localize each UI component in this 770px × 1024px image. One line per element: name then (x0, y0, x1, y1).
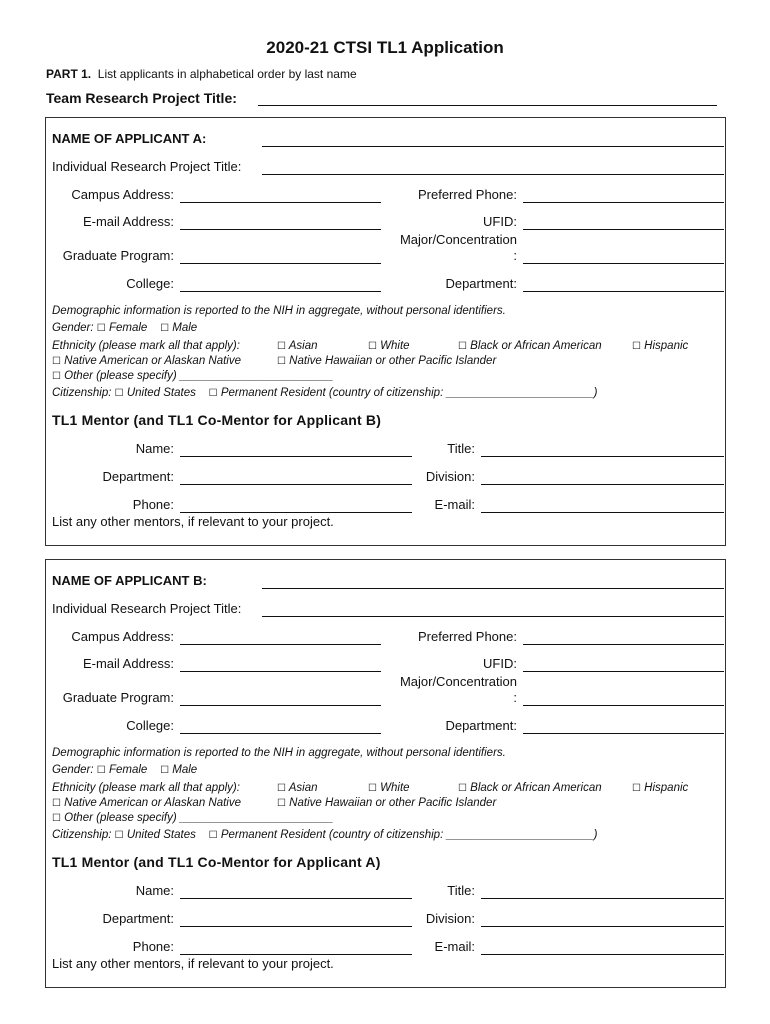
mentor-division-input[interactable] (481, 926, 724, 927)
mentor-title-input[interactable] (481, 898, 724, 899)
pacific-label: Native Hawaiian or other Pacific Islander (289, 797, 497, 809)
major-label-colon: : (513, 248, 517, 263)
us-checkbox[interactable]: ☐ (114, 388, 124, 399)
major-input[interactable] (523, 263, 724, 264)
major-input[interactable] (523, 705, 724, 706)
applicant-name-label: NAME OF APPLICANT A: (52, 131, 207, 146)
applicant-name-input[interactable] (262, 588, 724, 589)
male-checkbox[interactable]: ☐ (160, 765, 170, 776)
mentor-department-label: Department: (102, 911, 174, 926)
major-label-colon: : (513, 690, 517, 705)
project-title-label: Individual Research Project Title: (52, 601, 242, 616)
gender-label: Gender: (52, 322, 94, 334)
mentor-email-input[interactable] (481, 954, 724, 955)
part-text: List applicants in alphabetical order by last name (97, 67, 357, 81)
gender-row (52, 764, 197, 776)
mentor-title-label: Title: (447, 883, 475, 898)
mentor-heading: TL1 Mentor (and TL1 Co-Mentor for Applicant A) (52, 854, 381, 870)
hispanic-label: Hispanic (644, 782, 689, 794)
mentor-email-label: E-mail: (434, 497, 475, 512)
mentor-department-label: Department: (102, 469, 174, 484)
email-address-input[interactable] (180, 671, 381, 672)
white-option (368, 782, 410, 794)
other-option (52, 370, 333, 382)
applicant-name-label: NAME OF APPLICANT B: (52, 573, 207, 588)
applicant-a-section (45, 117, 726, 546)
graduate-program-input[interactable] (180, 705, 381, 706)
perm-checkbox[interactable]: ☐ (208, 388, 218, 399)
mentor-division-label: Division: (425, 911, 475, 926)
asian-label: Asian (288, 782, 318, 794)
major-label: Major/Concentration (399, 232, 517, 247)
black-checkbox[interactable]: ☐ (458, 783, 467, 794)
native-american-label: Native American or Alaskan Native (64, 355, 242, 367)
mentor-heading: TL1 Mentor (and TL1 Co-Mentor for Applicant B) (52, 412, 382, 428)
hispanic-option (632, 340, 688, 352)
other-label: Other (please specify) ________________________ (64, 370, 334, 382)
ufid-label: UFID: (483, 214, 517, 229)
form-title: 2020-21 CTSI TL1 Application (266, 38, 504, 57)
department-label: Department: (445, 718, 517, 733)
hispanic-checkbox[interactable]: ☐ (632, 341, 641, 352)
college-label: College: (126, 276, 174, 291)
native-american-label: Native American or Alaskan Native (64, 797, 242, 809)
email-address-label: E-mail Address: (82, 656, 174, 671)
campus-address-input[interactable] (180, 644, 381, 645)
native-american-checkbox[interactable]: ☐ (52, 798, 61, 809)
other-label: Other (please specify) ________________________ (64, 812, 334, 824)
other-mentors-label: List any other mentors, if relevant to your project. (52, 514, 334, 529)
asian-checkbox[interactable]: ☐ (277, 341, 286, 352)
black-label: Black or African American (470, 782, 602, 794)
mentor-phone-input[interactable] (180, 512, 412, 513)
white-checkbox[interactable]: ☐ (368, 341, 377, 352)
female-label: Female (108, 322, 148, 334)
male-label: Male (172, 764, 198, 776)
white-label: White (380, 782, 410, 794)
us-label: United States (126, 387, 196, 399)
white-checkbox[interactable]: ☐ (368, 783, 377, 794)
mentor-department-input[interactable] (180, 484, 412, 485)
preferred-phone-label: Preferred Phone: (417, 187, 517, 202)
applicant-name-input[interactable] (262, 146, 724, 147)
gender-row (52, 322, 197, 334)
mentor-title-input[interactable] (481, 456, 724, 457)
citizenship-label: Citizenship: (52, 387, 112, 399)
ethnicity-label: Ethnicity (please mark all that apply): (52, 782, 240, 794)
project-title-input[interactable] (262, 174, 724, 175)
other-checkbox[interactable]: ☐ (52, 813, 61, 824)
ufid-input[interactable] (523, 671, 724, 672)
mentor-division-label: Division: (425, 469, 475, 484)
citizenship-row (52, 829, 597, 841)
pacific-label: Native Hawaiian or other Pacific Islander (289, 355, 497, 367)
college-input[interactable] (180, 291, 381, 292)
pacific-option (277, 355, 496, 367)
male-label: Male (172, 322, 198, 334)
project-title-label: Individual Research Project Title: (52, 159, 242, 174)
perm-checkbox[interactable]: ☐ (208, 830, 218, 841)
asian-checkbox[interactable]: ☐ (277, 783, 286, 794)
gender-label: Gender: (52, 764, 94, 776)
mentor-phone-label: Phone: (132, 939, 174, 954)
preferred-phone-label: Preferred Phone: (417, 629, 517, 644)
hispanic-option (632, 782, 688, 794)
ethnicity-label: Ethnicity (please mark all that apply): (52, 340, 240, 352)
female-checkbox[interactable]: ☐ (96, 765, 106, 776)
asian-option (277, 782, 318, 794)
us-checkbox[interactable]: ☐ (114, 830, 124, 841)
mentor-title-label: Title: (447, 441, 475, 456)
mentor-name-label: Name: (135, 883, 174, 898)
graduate-program-input[interactable] (180, 263, 381, 264)
native-american-option (52, 797, 241, 809)
email-address-input[interactable] (180, 229, 381, 230)
graduate-program-label: Graduate Program: (62, 690, 174, 705)
mentor-email-label: E-mail: (434, 939, 475, 954)
female-label: Female (108, 764, 148, 776)
other-mentors-label: List any other mentors, if relevant to your project. (52, 956, 334, 971)
pacific-checkbox[interactable]: ☐ (277, 798, 286, 809)
other-option (52, 812, 333, 824)
mentor-email-input[interactable] (481, 512, 724, 513)
department-label: Department: (445, 276, 517, 291)
mentor-name-input[interactable] (180, 456, 412, 457)
asian-label: Asian (288, 340, 318, 352)
campus-address-label: Campus Address: (71, 629, 174, 644)
citizenship-label: Citizenship: (52, 829, 112, 841)
mentor-phone-input[interactable] (180, 954, 412, 955)
department-input[interactable] (523, 291, 724, 292)
college-input[interactable] (180, 733, 381, 734)
project-title-input[interactable] (262, 616, 724, 617)
white-option (368, 340, 410, 352)
mentor-department-input[interactable] (180, 926, 412, 927)
mentor-phone-label: Phone: (132, 497, 174, 512)
part-label: PART 1. (46, 67, 92, 81)
ufid-label: UFID: (483, 656, 517, 671)
team-title-label: Team Research Project Title: (46, 90, 237, 106)
hispanic-checkbox[interactable]: ☐ (632, 783, 641, 794)
citizenship-row (52, 387, 597, 399)
email-address-label: E-mail Address: (82, 214, 174, 229)
female-checkbox[interactable]: ☐ (96, 323, 106, 334)
graduate-program-label: Graduate Program: (62, 248, 174, 263)
asian-option (277, 340, 318, 352)
college-label: College: (126, 718, 174, 733)
male-checkbox[interactable]: ☐ (160, 323, 170, 334)
native-american-checkbox[interactable]: ☐ (52, 356, 61, 367)
demographic-note: Demographic information is reported to the NIH in aggregate, without personal identifiers. (52, 305, 506, 317)
mentor-name-label: Name: (135, 441, 174, 456)
department-input[interactable] (523, 733, 724, 734)
ufid-input[interactable] (523, 229, 724, 230)
demographic-note: Demographic information is reported to the NIH in aggregate, without personal identifiers. (52, 747, 506, 759)
major-label: Major/Concentration (399, 674, 517, 689)
black-label: Black or African American (470, 340, 602, 352)
black-option (458, 782, 602, 794)
other-checkbox[interactable]: ☐ (52, 371, 61, 382)
us-label: United States (126, 829, 196, 841)
preferred-phone-input[interactable] (523, 202, 724, 203)
applicant-b-section (45, 559, 726, 988)
perm-label: Permanent Resident (country of citizenship: _______________________) (220, 387, 598, 399)
part-instruction (46, 67, 357, 81)
mentor-division-input[interactable] (481, 484, 724, 485)
hispanic-label: Hispanic (644, 340, 689, 352)
mentor-name-input[interactable] (180, 898, 412, 899)
native-american-option (52, 355, 241, 367)
campus-address-label: Campus Address: (71, 187, 174, 202)
team-title-input[interactable] (258, 105, 717, 106)
campus-address-input[interactable] (180, 202, 381, 203)
white-label: White (380, 340, 410, 352)
perm-label: Permanent Resident (country of citizenship: _______________________) (220, 829, 598, 841)
black-option (458, 340, 602, 352)
preferred-phone-input[interactable] (523, 644, 724, 645)
pacific-option (277, 797, 496, 809)
pacific-checkbox[interactable]: ☐ (277, 356, 286, 367)
black-checkbox[interactable]: ☐ (458, 341, 467, 352)
